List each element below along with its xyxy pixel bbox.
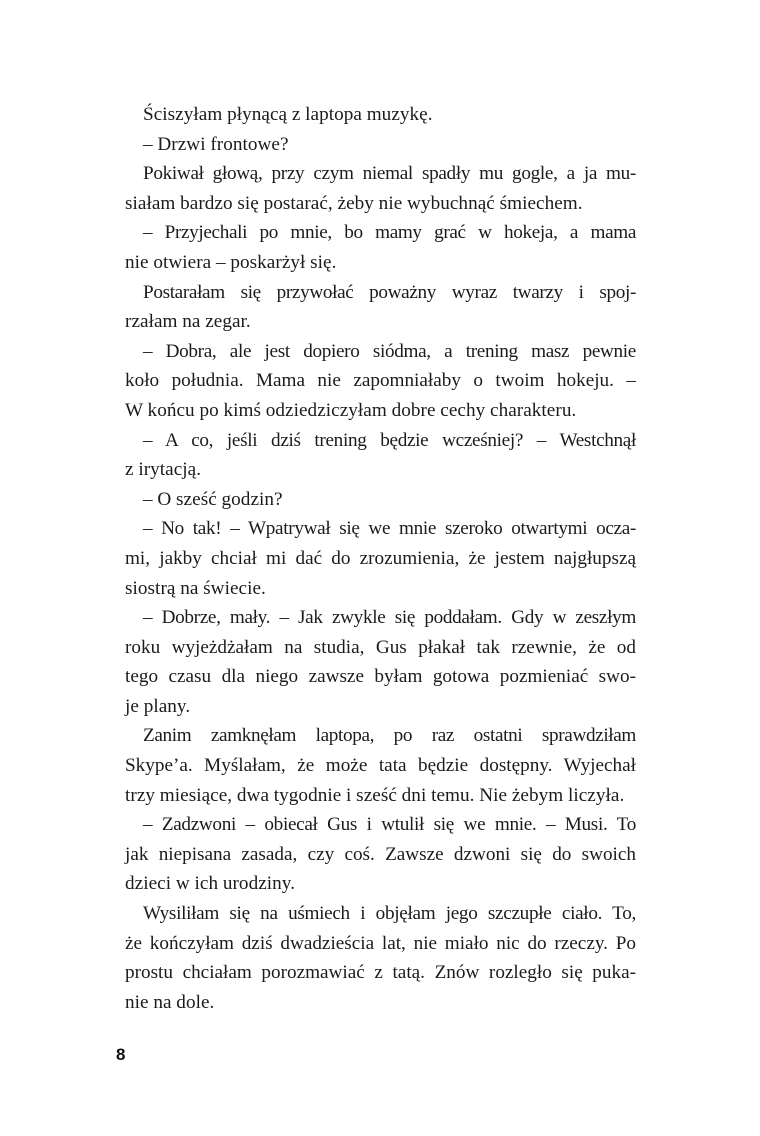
paragraph <box>125 337 636 426</box>
text-line: – A co, jeśli dziś trening będzie wcześniej? – Westchnął <box>143 429 636 451</box>
text-line: koło południa. Mama nie zapomniałaby o twoim hokeju. – <box>125 370 636 392</box>
text-line: je plany. <box>125 695 191 717</box>
text-line: – Przyjechali po mnie, bo mamy grać w hokeja, a mama <box>143 222 636 244</box>
paragraph <box>125 603 636 721</box>
text-line: rzałam na zegar. <box>125 311 251 333</box>
text-line: jak niepisana zasada, czy coś. Zawsze dzwoni się do swoich <box>125 843 636 865</box>
text-line: Skype’a. Myślałam, że może tata będzie dostępny. Wyjechał <box>125 755 636 777</box>
text-line: prostu chciałam porozmawiać z tatą. Znów rozległo się puka- <box>125 962 636 984</box>
page-number: 8 <box>116 1045 126 1064</box>
text-line: – Zadzwoni – obiecał Gus i wtulił się we mnie. – Musi. To <box>143 814 636 836</box>
paragraph <box>125 899 636 1017</box>
paragraph <box>125 278 636 337</box>
paragraph <box>125 721 636 810</box>
text-line: nie otwiera – poskarżył się. <box>125 251 337 273</box>
text-line: tego czasu dla niego zawsze byłam gotowa pozmieniać swo- <box>125 666 636 688</box>
text-line: – No tak! – Wpatrywał się we mnie szeroko otwartymi ocza- <box>143 518 636 540</box>
text-line: – O sześć godzin? <box>143 488 283 510</box>
paragraph <box>125 218 636 277</box>
paragraph <box>125 485 636 515</box>
paragraph <box>125 426 636 485</box>
text-line: – Dobrze, mały. – Jak zwykle się poddałam. Gdy w zeszłym <box>143 607 636 629</box>
text-line: roku wyjeżdżałam na studia, Gus płakał tak rzewnie, że od <box>125 636 636 658</box>
text-line: – Dobra, ale jest dopiero siódma, a trening masz pewnie <box>143 340 636 362</box>
paragraph <box>125 514 636 603</box>
text-line: – Drzwi frontowe? <box>143 133 289 155</box>
text-line: że kończyłam dziś dwadzieścia lat, nie miało nic do rzeczy. Po <box>125 932 636 954</box>
text-line: nie na dole. <box>125 991 215 1013</box>
text-line: z irytacją. <box>125 459 202 481</box>
text-line: siostrą na świecie. <box>125 577 266 599</box>
text-line: Ściszyłam płynącą z laptopa muzykę. <box>143 104 433 125</box>
text-line: W końcu po kimś odziedziczyłam dobre cechy charakteru. <box>125 399 577 421</box>
text-line: Wysiliłam się na uśmiech i objęłam jego szczupłe ciało. To, <box>143 903 636 925</box>
text-line: Zanim zamknęłam laptopa, po raz ostatni sprawdziłam <box>143 725 636 747</box>
paragraph <box>125 810 636 899</box>
text-line: Pokiwał głową, przy czym niemal spadły mu gogle, a ja mu- <box>143 163 636 185</box>
paragraph <box>125 130 636 160</box>
text-line: dzieci w ich urodziny. <box>125 873 296 895</box>
text-line: siałam bardzo się postarać, żeby nie wybuchnąć śmiechem. <box>125 192 583 214</box>
text-line: Postarałam się przywołać poważny wyraz twarzy i spoj- <box>143 281 636 303</box>
paragraph <box>125 159 636 218</box>
text-line: trzy miesiące, dwa tygodnie i sześć dni temu. Nie żebym liczyła. <box>125 784 625 806</box>
page-body-text <box>125 100 636 1017</box>
text-line: mi, jakby chciał mi dać do zrozumienia, że jestem najgłupszą <box>125 547 636 569</box>
paragraph <box>125 100 636 130</box>
